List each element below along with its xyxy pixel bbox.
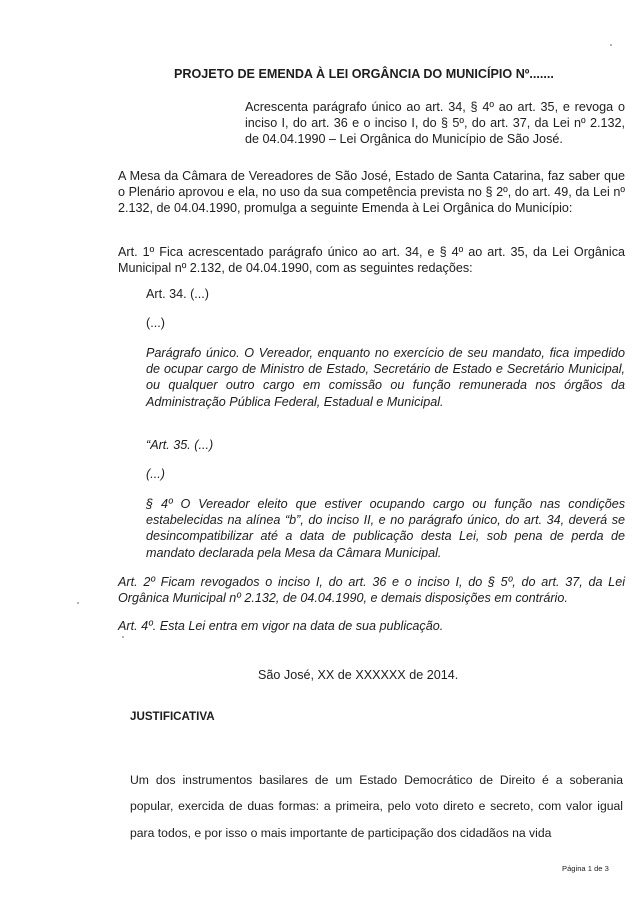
document-title: PROJETO DE EMENDA À LEI ORGÂNCIA DO MUNICÍPIO Nº.......: [174, 67, 554, 81]
paragrafo-unico: Parágrafo único. O Vereador, enquanto no exercício de seu mandato, fica impedido de ocupar cargo de Ministro de Estado, Secretário de Estado e Secretário Municipal, ou qualquer outro cargo em comissão ou função remunerada nos órgãos da Administração Pública Federal, Estadual e Municipal.: [146, 346, 625, 409]
ementa: Acrescenta parágrafo único ao art. 34, § 4º ao art. 35, e revoga o inciso I, do art. 36 e o inciso I, do § 5º, do art. 37, da Lei nº 2.132, de 04.04.1990 – Lei Orgânica do Município de São José.: [245, 100, 625, 147]
ellipsis: (...): [146, 316, 165, 330]
date-line: São José, XX de XXXXXX de 2014.: [258, 668, 459, 682]
justificativa-heading: JUSTIFICATIVA: [130, 710, 215, 723]
preamble: A Mesa da Câmara de Vereadores de São José, Estado de Santa Catarina, faz saber que o Plenário aprovou e ela, no uso da sua competência prevista no § 2º, do art. 49, da Lei nº 2.132, de 04.04.1990, promulga a seguinte Emenda à Lei Orgânica do Município:: [118, 169, 625, 216]
justificativa-text: Um dos instrumentos basilares de um Estado Democrático de Direito é a soberania popular, exercida de duas formas: a primeira, pelo voto direto e secreto, com valor igual para todos, e por isso o mais importante de participação dos cidadãos na vida: [130, 773, 623, 840]
article-4: Art. 4º. Esta Lei entra em vigor na data de sua publicação.: [118, 619, 444, 633]
art34-heading: Art. 34. (...): [146, 287, 209, 301]
paragrafo-4: § 4º O Vereador eleito que estiver ocupando cargo ou função nas condições estabelecidas na alínea “b”, do inciso II, e no parágrafo único, do art. 34, deverá se desincompatibilizar até a data de publicação desta Lei, sob pena de perda de mandato declarada pela Mesa da Câmara Municipal.: [146, 497, 625, 560]
scan-speck: [122, 636, 124, 638]
page-number: Página 1 de 3: [562, 864, 609, 873]
article-1: Art. 1º Fica acrescentado parágrafo único ao art. 34, e § 4º ao art. 35, da Lei Orgânica Municipal nº 2.132, de 04.04.1990, com as seguintes redações:: [118, 245, 625, 276]
scan-speck: [610, 44, 612, 46]
scan-speck: [77, 602, 79, 604]
art35-heading: “Art. 35. (...): [146, 438, 214, 452]
article-2: Art. 2º Ficam revogados o inciso I, do art. 36 e o inciso I, do § 5º, do art. 37, da Lei Orgânica Municipal nº 2.132, de 04.04.1990, e demais disposições em contrário.: [118, 575, 625, 606]
ellipsis: (...): [146, 467, 165, 481]
